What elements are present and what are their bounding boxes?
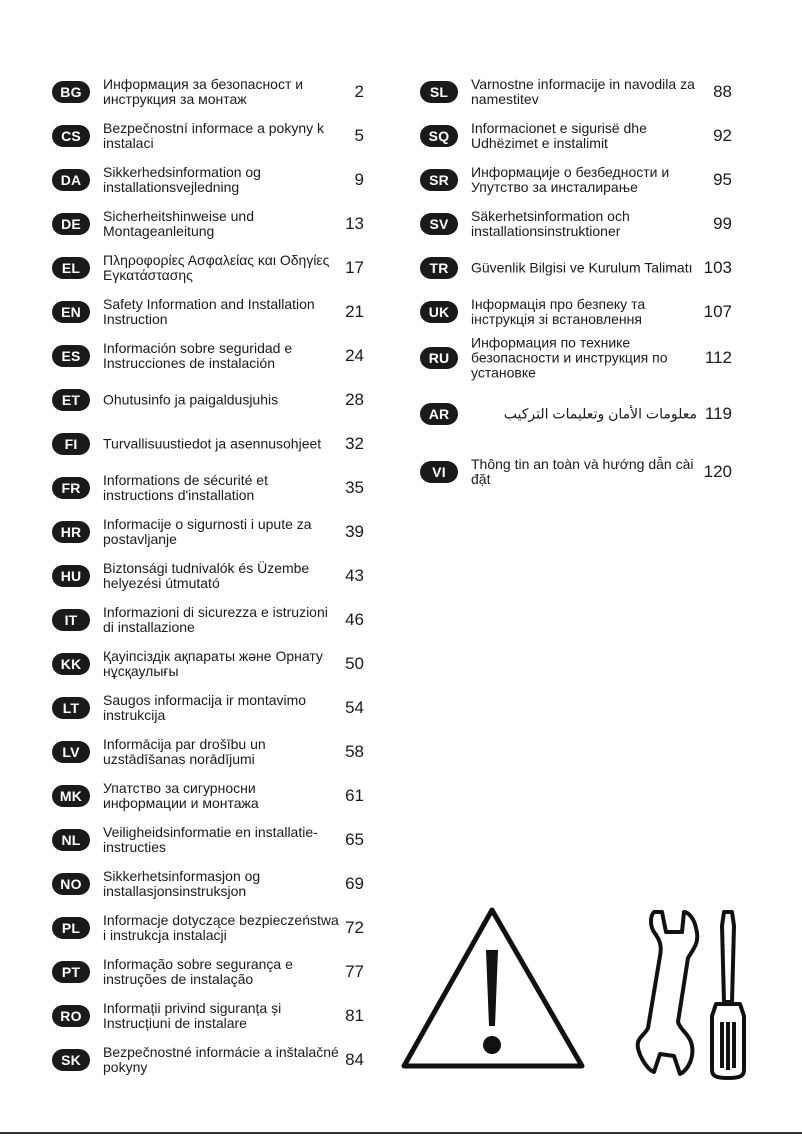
language-badge: LT: [52, 697, 90, 719]
entry-title: Informacije o sigurnosti i upute za postavljanje: [103, 516, 312, 547]
toc-entry-sv[interactable]: [420, 202, 740, 246]
page-number: 119: [704, 404, 732, 423]
language-badge: KK: [52, 653, 90, 675]
language-badge: CS: [52, 125, 90, 147]
entry-title: Informacionet e sigurisë dhe Udhëzimet e instalimit: [471, 120, 647, 151]
page-number: 81: [345, 1006, 364, 1025]
language-badge: ES: [52, 345, 90, 367]
entry-title: Bezpečnostní informace a pokyny k instalaci: [103, 120, 325, 151]
page-number: 88: [713, 82, 732, 101]
toc-entry-sr[interactable]: [420, 158, 740, 202]
entry-title: Sikkerhetsinformasjon og installasjonsinstruksjon: [103, 868, 261, 899]
entry-title: معلومات الأمان وتعليمات التركيب: [503, 405, 697, 422]
language-badge: RO: [52, 1005, 90, 1027]
language-badge: MK: [52, 785, 90, 807]
safety-icons: [398, 904, 758, 1080]
page-number: 32: [345, 434, 364, 453]
page-number: 95: [713, 170, 732, 189]
entry-title: Informations de sécurité et instructions d'installation: [103, 472, 268, 503]
entry-title: Varnostne informacije in navodila za namestitev: [471, 76, 695, 107]
toc-right-column: [420, 70, 740, 498]
page-number: 92: [713, 126, 732, 145]
entry-title: Информације о безбедности и Упутство за инсталирање: [471, 164, 670, 195]
toc-entry-sk[interactable]: [52, 1038, 372, 1082]
page-number: 24: [345, 346, 364, 365]
toc-entry-tr[interactable]: [420, 246, 740, 290]
toc-entry-et[interactable]: [52, 378, 372, 422]
language-badge: IT: [52, 609, 90, 631]
toc-entry-it[interactable]: [52, 598, 372, 642]
toc-left-column: [52, 70, 372, 1082]
entry-title: Ohutusinfo ja paigaldusjuhis: [103, 391, 279, 408]
toc-entry-hr[interactable]: [52, 510, 372, 554]
toc-entry-el[interactable]: [52, 246, 372, 290]
toc-entry-da[interactable]: [52, 158, 372, 202]
entry-title: Πληροφορίες Ασφαλείας και Οδηγίες Εγκατάστασης: [103, 252, 330, 283]
entry-title: Informazioni di sicurezza e istruzioni di installazione: [103, 604, 328, 635]
entry-title: Упатство за сигурносни информации и монтажа: [103, 780, 259, 811]
language-badge: PL: [52, 917, 90, 939]
page-number: 65: [345, 830, 364, 849]
language-badge: SK: [52, 1049, 90, 1071]
toc-entry-sl[interactable]: [420, 70, 740, 114]
entry-title: Информация по технике безопасности и инструкция по установке: [471, 334, 668, 381]
language-badge: PT: [52, 961, 90, 983]
page-number: 54: [345, 698, 364, 717]
page-number: 5: [354, 126, 364, 145]
toc-entry-ru[interactable]: [420, 334, 740, 382]
toc-entry-vi[interactable]: [420, 446, 740, 498]
toc-entry-mk[interactable]: [52, 774, 372, 818]
page-number: 72: [345, 918, 364, 937]
language-badge: HR: [52, 521, 90, 543]
entry-title: Informacje dotyczące bezpieczeństwa i instrukcja instalacji: [103, 912, 339, 943]
toc-entry-ar[interactable]: [420, 382, 740, 446]
page-number: 46: [345, 610, 364, 629]
toc-entry-es[interactable]: [52, 334, 372, 378]
entry-title: Інформація про безпеку та інструкція зі встановлення: [471, 296, 646, 327]
page-number: 107: [703, 302, 732, 321]
wrench-icon: [638, 912, 698, 1074]
toc-entry-nl[interactable]: [52, 818, 372, 862]
page-number: 17: [345, 258, 364, 277]
page-number: 120: [703, 462, 732, 481]
page-number: 77: [345, 962, 364, 981]
toc-entry-hu[interactable]: [52, 554, 372, 598]
entry-title: Veiligheidsinformatie en installatie-instructies: [103, 824, 318, 855]
toc-entry-lv[interactable]: [52, 730, 372, 774]
toc-entry-uk[interactable]: [420, 290, 740, 334]
entry-title: Biztonsági tudnivalók és Üzembe helyezési útmutató: [103, 560, 310, 591]
language-badge: SV: [420, 213, 458, 235]
screwdriver-icon: [712, 912, 744, 1078]
language-badge: BG: [52, 81, 90, 103]
page-number: 35: [345, 478, 364, 497]
language-badge: EN: [52, 301, 90, 323]
language-badge: DA: [52, 169, 90, 191]
language-badge: LV: [52, 741, 90, 763]
page-number: 13: [345, 214, 364, 233]
page-number: 39: [345, 522, 364, 541]
page-number: 2: [354, 82, 364, 101]
toc-entry-en[interactable]: [52, 290, 372, 334]
page-number: 61: [345, 786, 364, 805]
entry-title: Sikkerhedsinformation og installationsvejledning: [103, 164, 261, 195]
language-badge: RU: [420, 347, 458, 369]
language-badge: NO: [52, 873, 90, 895]
toc-entry-lt[interactable]: [52, 686, 372, 730]
language-badge: UK: [420, 301, 458, 323]
language-badge: VI: [420, 461, 458, 483]
page-number: 99: [713, 214, 732, 233]
page-number: 84: [345, 1050, 364, 1069]
page-number: 28: [345, 390, 364, 409]
language-badge: SQ: [420, 125, 458, 147]
page-number: 112: [704, 348, 732, 367]
toc-entry-cs[interactable]: [52, 114, 372, 158]
language-badge: TR: [420, 257, 458, 279]
page-number: 69: [345, 874, 364, 893]
page-number: 21: [345, 302, 364, 321]
language-badge: SL: [420, 81, 458, 103]
toc-entry-kk[interactable]: [52, 642, 372, 686]
language-badge: EL: [52, 257, 90, 279]
language-badge: ET: [52, 389, 90, 411]
entry-title: Güvenlik Bilgisi ve Kurulum Talimatı: [471, 259, 693, 276]
page-number: 103: [703, 258, 732, 277]
entry-title: Turvallisuustiedot ja asennusohjeet: [103, 435, 322, 452]
language-badge: SR: [420, 169, 458, 191]
language-badge: FI: [52, 433, 90, 455]
toc-entry-fr[interactable]: [52, 466, 372, 510]
toc-entry-fi[interactable]: [52, 422, 372, 466]
entry-title: Informação sobre segurança e instruções de instalação: [103, 956, 293, 987]
entry-title: Säkerhetsinformation och installationsinstruktioner: [471, 208, 630, 239]
page-number: 43: [345, 566, 364, 585]
entry-title: Қауіпсіздік ақпараты және Орнату нұсқаулығы: [103, 648, 323, 679]
language-badge: HU: [52, 565, 90, 587]
entry-title: Информация за безопасност и инструкция за монтаж: [103, 76, 304, 107]
entry-title: Safety Information and Installation Instruction: [103, 296, 315, 327]
entry-title: Información sobre seguridad e Instrucciones de instalación: [103, 340, 293, 371]
entry-title: Thông tin an toàn và hướng dẫn cài đặt: [471, 456, 694, 487]
warning-triangle-icon: [404, 910, 582, 1066]
toc-entry-bg[interactable]: [52, 70, 372, 114]
language-badge: AR: [420, 403, 458, 425]
toc-entry-no[interactable]: [52, 862, 372, 906]
page-number: 9: [354, 170, 364, 189]
toc-entry-de[interactable]: [52, 202, 372, 246]
language-badge: DE: [52, 213, 90, 235]
page-number: 58: [345, 742, 364, 761]
toc-entry-ro[interactable]: [52, 994, 372, 1038]
entry-title: Saugos informacija ir montavimo instrukcija: [103, 692, 307, 723]
language-badge: NL: [52, 829, 90, 851]
entry-title: Bezpečnostné informácie a inštalačné pokyny: [103, 1044, 339, 1075]
toc-entry-sq[interactable]: [420, 114, 740, 158]
entry-title: Informații privind siguranța și Instrucțiuni de instalare: [103, 1000, 282, 1031]
entry-title: Informācija par drošību un uzstādīšanas norādījumi: [103, 736, 266, 767]
toc-entry-pl[interactable]: [52, 906, 372, 950]
language-badge: FR: [52, 477, 90, 499]
page-number: 50: [345, 654, 364, 673]
toc-entry-pt[interactable]: [52, 950, 372, 994]
page-bottom-rule: [0, 1132, 802, 1134]
entry-title: Sicherheitshinweise und Montageanleitung: [103, 208, 254, 239]
